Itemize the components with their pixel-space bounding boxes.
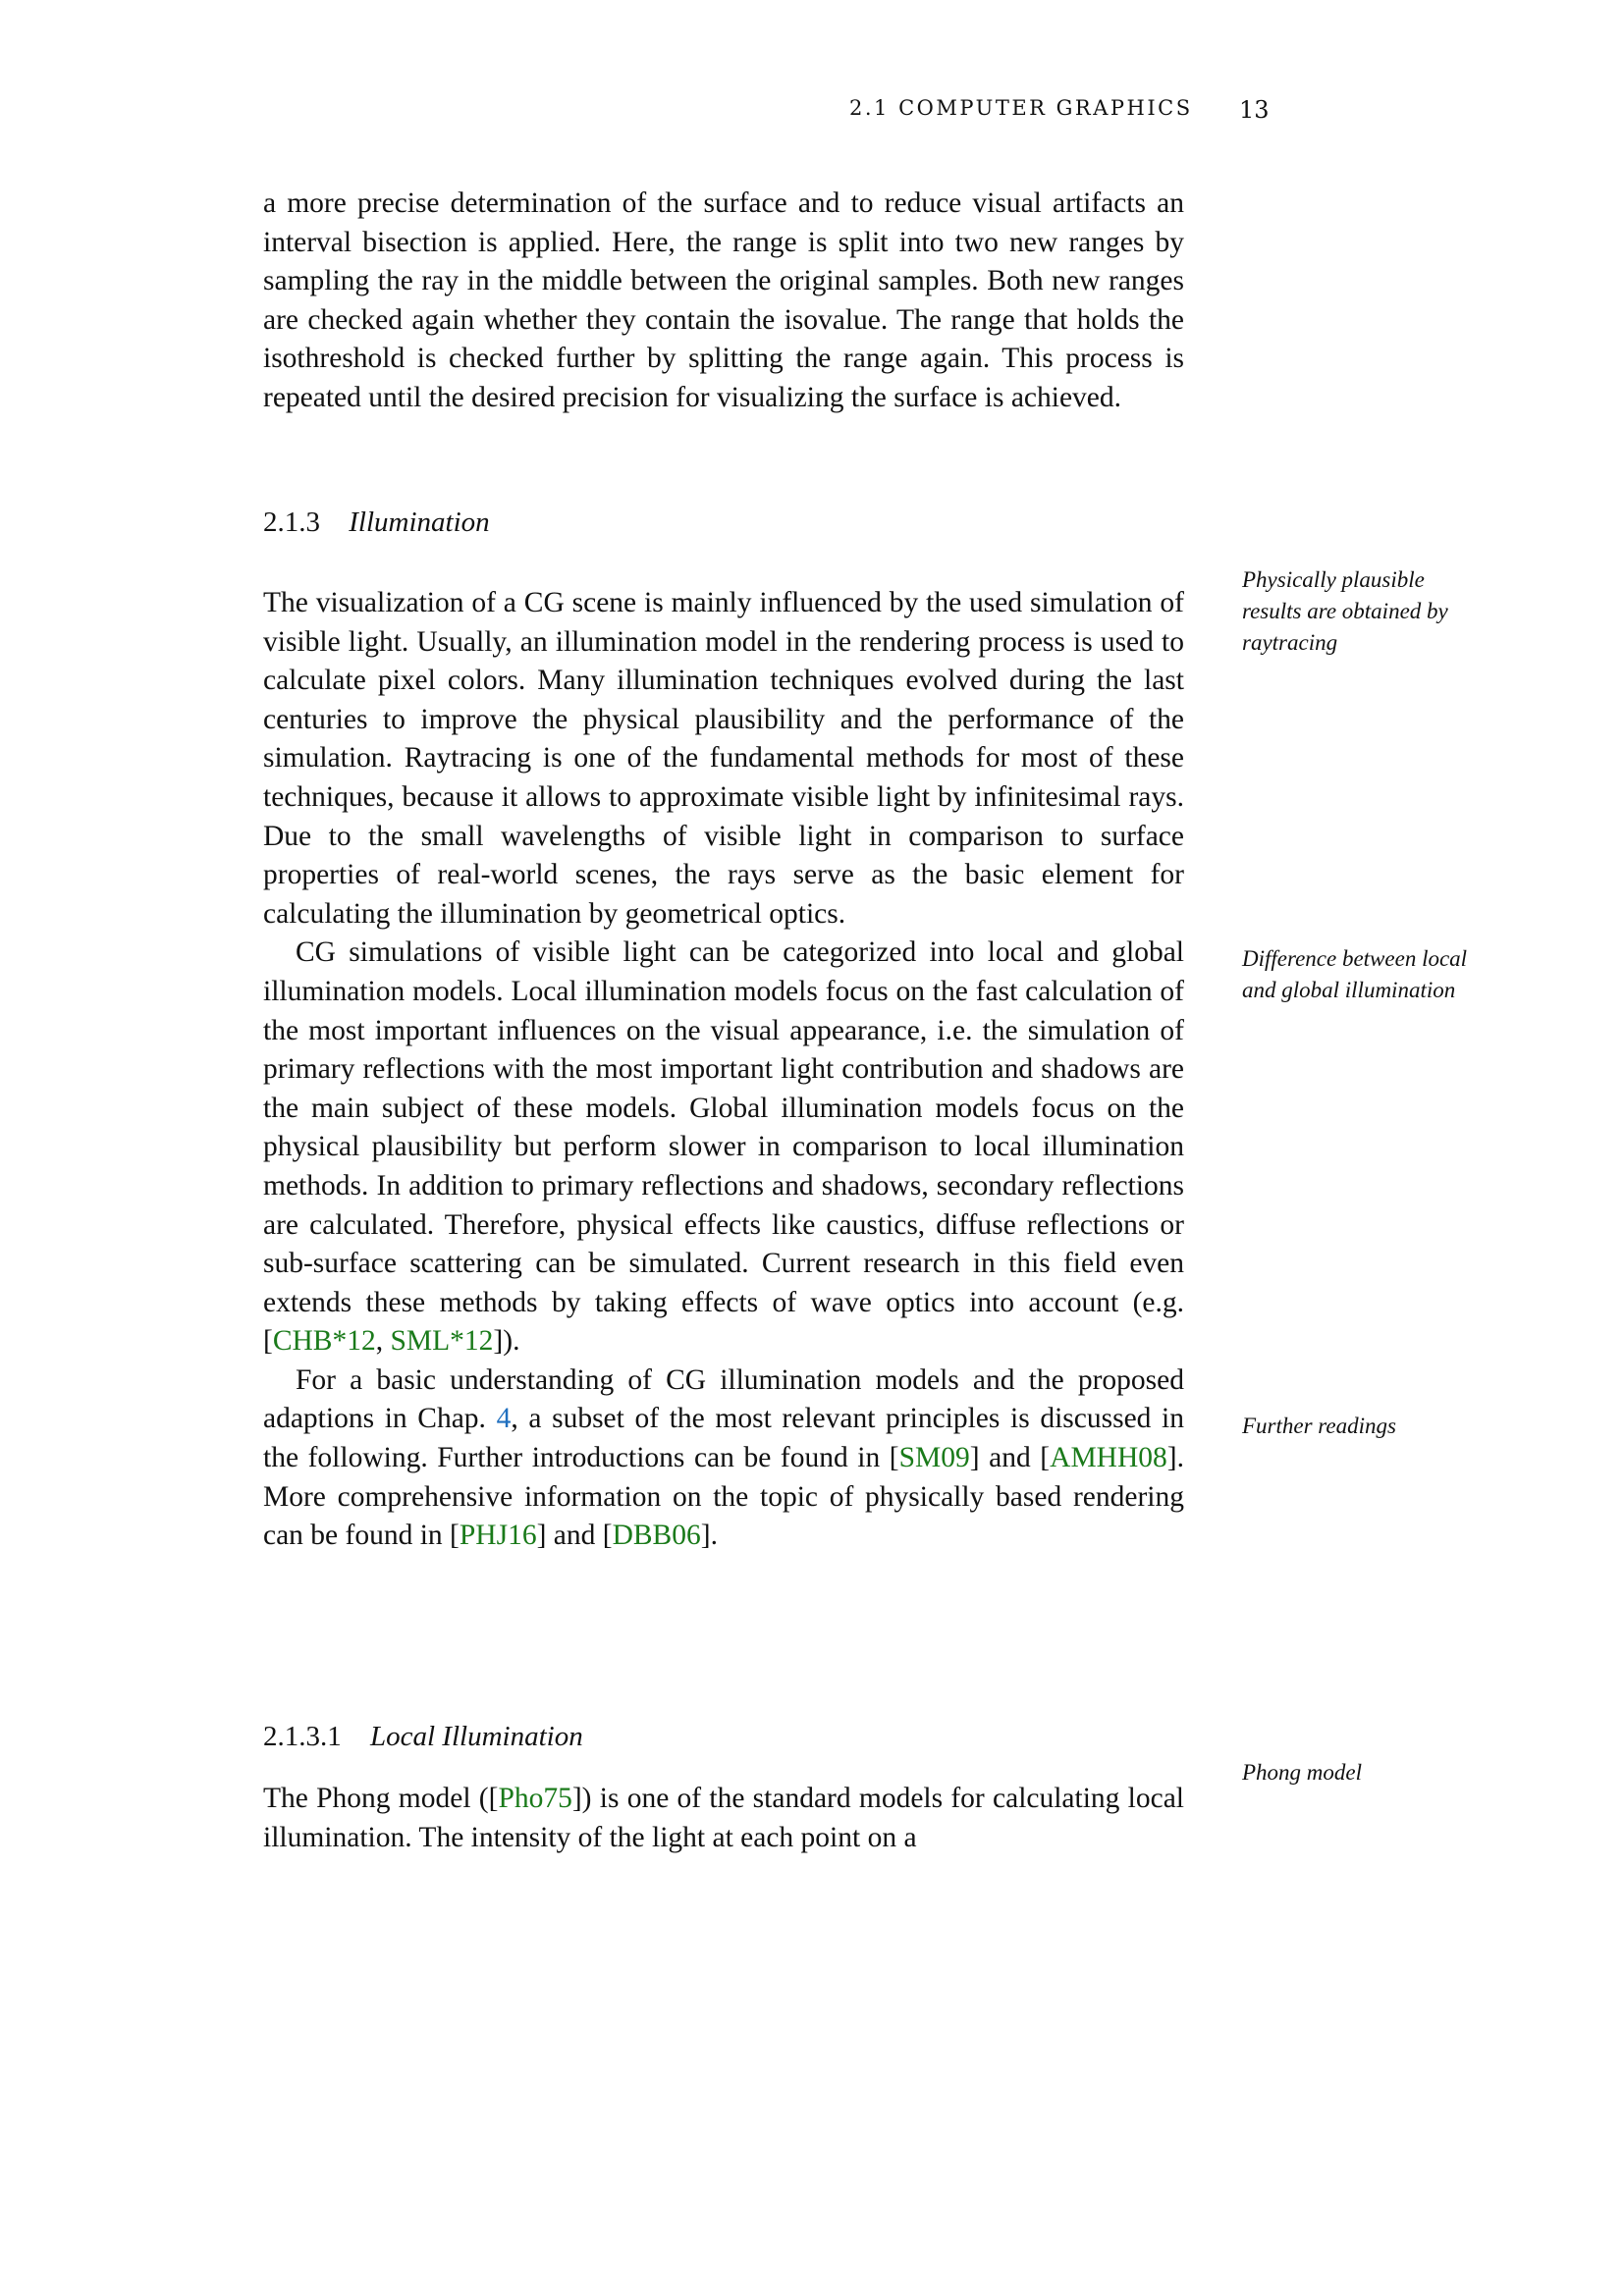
- subsection-body: [263, 1780, 1184, 1857]
- citation-link[interactable]: AMHH08: [1050, 1442, 1167, 1474]
- citation-link[interactable]: SM09: [898, 1442, 970, 1474]
- citation-link[interactable]: CHB*12: [272, 1325, 376, 1358]
- section-heading: [263, 507, 490, 539]
- running-head: 2.1 COMPUTER GRAPHICS: [849, 96, 1193, 120]
- chapter-reference-link[interactable]: 4: [496, 1403, 512, 1435]
- subsection-title: Local Illumination: [370, 1721, 583, 1752]
- margin-note: Physically plausible results are obtained by raytracing: [1242, 567, 1448, 655]
- paragraph-further-readings: For a basic understanding of CG illumination models and the proposed adaptions in Chap. 4, a subset of the most relevant principles is discussed in the following. Further introductions can be found in [SM09] and [AMHH08]. More comprehensive information on the topic of physically based rendering can be found in [PHJ16] and [DBB06].: [263, 1363, 1184, 1552]
- page-number: 13: [1239, 96, 1270, 124]
- paragraph-phong: The Phong model ([Pho75]) is one of the standard models for calculating local illumination. The intensity of the light at each point on a: [263, 1783, 1184, 1853]
- section-body: [263, 584, 1184, 1556]
- citation-link[interactable]: Pho75: [498, 1783, 572, 1814]
- subsection-heading: [263, 1721, 583, 1753]
- margin-note: Phong model: [1242, 1760, 1363, 1785]
- margin-note: Further readings: [1242, 1414, 1396, 1438]
- intro-paragraph: a more precise determination of the surface and to reduce visual artifacts an interval bisection is applied. Here, the range is split into two new ranges by sampling the ray in the middle between the original samples. Both new ranges are checked again whether they contain the isovalue. The range that holds the isothreshold is checked further by splitting the range again. This process is repeated until the desired precision for visualizing the surface is achieved.: [263, 187, 1184, 413]
- citation-link[interactable]: DBB06: [612, 1520, 701, 1552]
- subsection-number: 2.1.3.1: [263, 1721, 342, 1752]
- citation-link[interactable]: SML*12: [390, 1325, 494, 1358]
- citation-link[interactable]: PHJ16: [459, 1520, 537, 1552]
- section-number: 2.1.3: [263, 507, 320, 538]
- margin-note: Difference between local and global illumination: [1242, 946, 1468, 1002]
- section-title: Illumination: [349, 507, 490, 538]
- paragraph-local-global: CG simulations of visible light can be categorized into local and global illumination models. Local illumination models focus on the fast calculation of the most important influences on the visual appearance, i.e. the simulation of primary reflections with the most important light contribution and shadows are the main subject of these models. Global illumination models focus on the physical plausibility but perform slower in comparison to local illumination methods. In addition to primary reflections and shadows, secondary reflections are calculated. Therefore, physical effects like caustics, diffuse reflections or sub-surface scattering can be simulated. Current research in this field even extends these methods by taking effects of wave optics into account (e.g. [CHB*12, SML*12]).: [263, 936, 1184, 1358]
- paragraph-raytracing: The visualization of a CG scene is mainly influenced by the used simulation of visible light. Usually, an illumination model in the rendering process is used to calculate pixel colors. Many illumination techniques evolved during the last centuries to improve the physical plausibility and the performance of the simulation. Raytracing is one of the fundamental methods for most of these techniques, because it allows to approximate visible light by infinitesimal rays. Due to the small wavelengths of visible light in comparison to surface properties of real-world scenes, the rays serve as the basic element for calculating the illumination by geometrical optics.: [263, 587, 1184, 930]
